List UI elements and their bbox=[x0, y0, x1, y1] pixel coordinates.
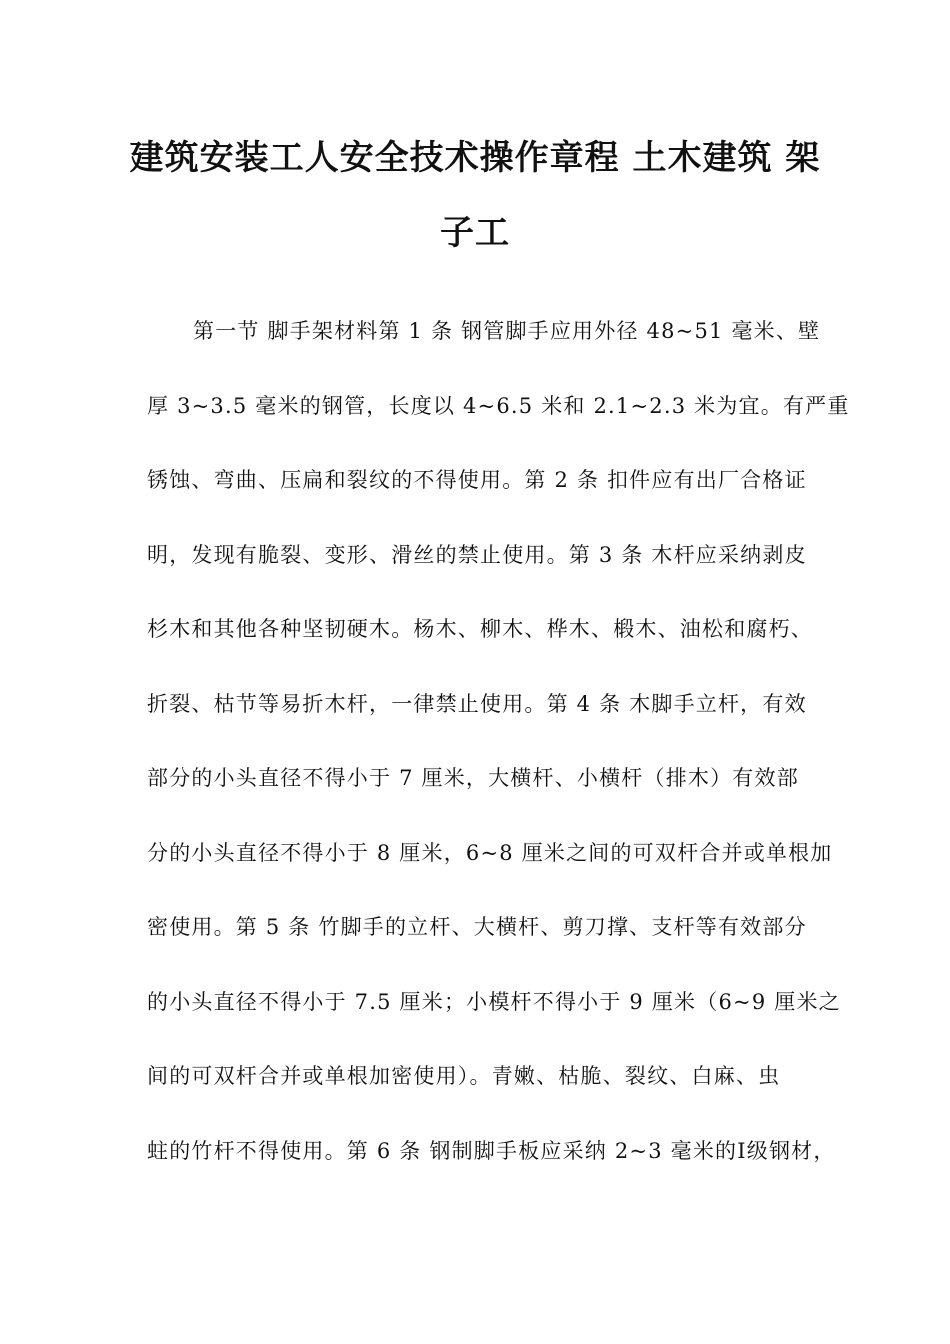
body-line: 部分的小头直径不得小于 7 厘米，大横杆、小横杆（排木）有效部 bbox=[147, 766, 799, 790]
body-line: 厚 3~3.5 毫米的钢管，长度以 4~6.5 米和 2.1~2.3 米为宜。有严重 bbox=[147, 393, 850, 418]
body-line: 密使用。第 5 条 竹脚手的立杆、大横杆、剪刀撑、支杆等有效部分 bbox=[147, 915, 807, 939]
body-line: 蛀的竹杆不得使用。第 6 条 钢制脚手板应采纳 2~3 毫米的Ⅰ级钢材， bbox=[147, 1138, 836, 1163]
document-body bbox=[147, 305, 850, 1199]
body-line: 杉木和其他各种坚韧硬木。杨木、柳木、桦木、椴木、油松和腐朽、 bbox=[147, 617, 813, 641]
document-title-line-2: 子工 bbox=[440, 213, 510, 253]
body-line: 明，发现有脆裂、变形、滑丝的禁止使用。第 3 条 木杆应采纳剥皮 bbox=[147, 542, 807, 567]
body-line: 折裂、枯节等易折木杆，一律禁止使用。第 4 条 木脚手立杆，有效 bbox=[147, 691, 807, 716]
body-line: 锈蚀、弯曲、压扁和裂纹的不得使用。第 2 条 扣件应有出厂合格证 bbox=[147, 468, 807, 492]
body-line: 分的小头直径不得小于 8 厘米，6~8 厘米之间的可双杆合并或单根加 bbox=[147, 840, 833, 865]
document-title-line-1: 建筑安装工人安全技术操作章程 土木建筑 架 bbox=[129, 138, 821, 178]
body-line: 第一节 脚手架材料第 1 条 钢管脚手应用外径 48~51 毫米、壁 bbox=[193, 319, 821, 343]
body-line: 间的可双杆合并或单根加密使用）。青嫩、枯脆、裂纹、白麻、虫 bbox=[147, 1064, 781, 1088]
body-line: 的小头直径不得小于 7.5 厘米；小模杆不得小于 9 厘米（6~9 厘米之 bbox=[147, 989, 841, 1014]
